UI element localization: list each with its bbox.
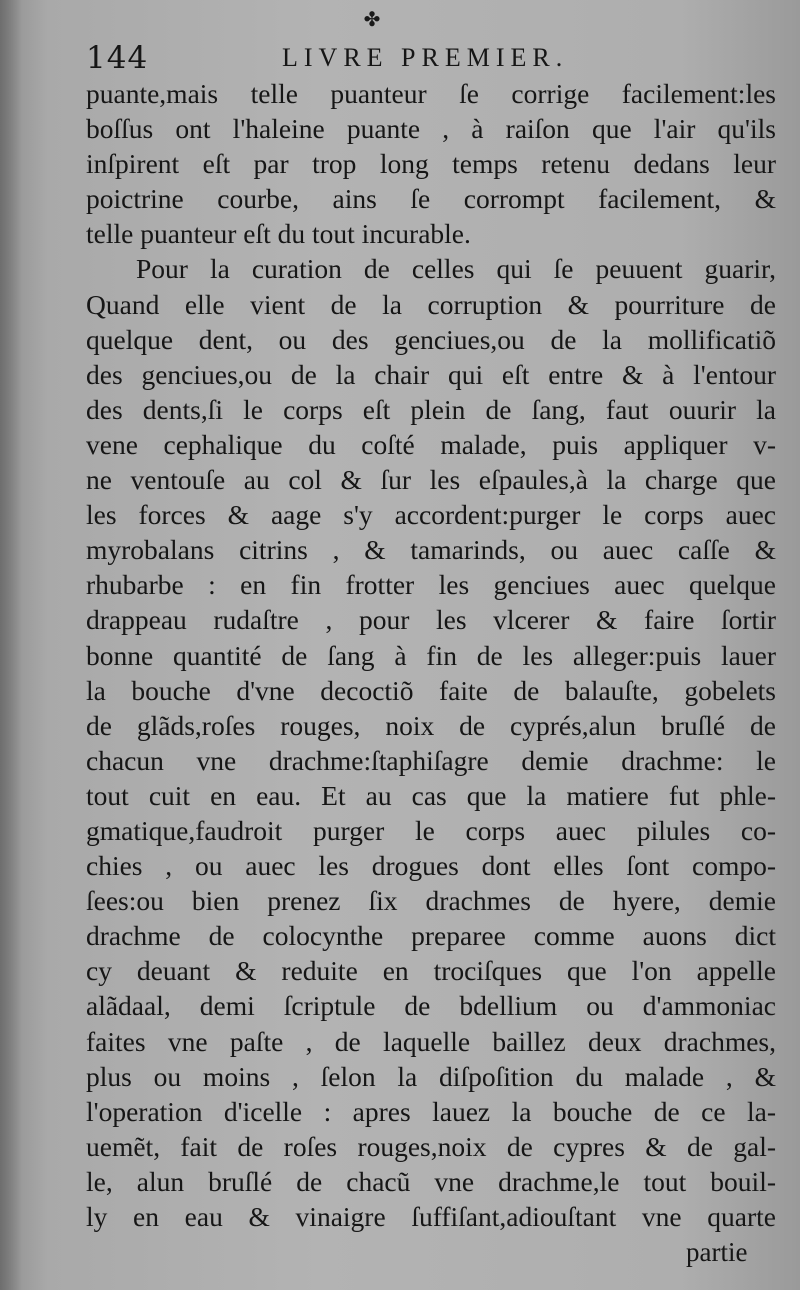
catchword: partie [686, 1237, 748, 1267]
text-line: drachme de colocynthe preparee comme auons dict [86, 920, 776, 952]
text-line: alãdaal, demi ſcriptule de bdellium ou d'ammoniac [86, 990, 776, 1022]
text-line: rhubarbe : en fin frotter les genciues auec quelque [86, 569, 776, 601]
text-line: quelque dent, ou des genciues,ou de la mollificatiõ [86, 323, 776, 355]
text-line: ne ventouſe au col & ſur les eſpaules,à la charge que [86, 464, 776, 496]
text-line: ly en eau & vinaigre ſuffiſant,adiouſtant vne quarte [86, 1201, 776, 1232]
text-line: ſees:ou bien prenez ſix drachmes de hyere, demie [86, 885, 776, 917]
text-line: bonne quantité de ſang à fin de les alleger:puis lauer [86, 639, 776, 671]
text-line: drappeau rudaſtre , pour les vlcerer & faire ſortir [86, 604, 776, 636]
text-line: tout cuit en eau. Et au cas que la matiere fut phle- [86, 779, 776, 811]
text-line: chies , ou auec les drogues dont elles ſont compo- [86, 850, 776, 882]
page-header [86, 36, 746, 80]
running-head: LIVRE PREMIER. [282, 43, 569, 72]
text-line: le, alun bruſlé de chacũ vne drachme,le tout bouil- [86, 1165, 776, 1197]
text-line: poictrine courbe, ains ſe corrompt facilement, & [86, 183, 776, 215]
text-line: vene cephalique du coſté malade, puis appliquer v- [86, 428, 776, 460]
paragraph-first-line: Pour la curation de celles qui ſe peuuent guarir, [136, 253, 776, 285]
text-line: l'operation d'icelle : apres lauez la bouche de ce la- [86, 1095, 776, 1127]
text-line: chacun vne drachme:ſtaphiſagre demie drachme: le [86, 744, 776, 776]
text-line: Quand elle vient de la corruption & pourriture de [86, 288, 776, 320]
text-line: puante,mais telle puanteur ſe corrige facilement:les [86, 78, 776, 109]
text-line: gmatique,faudroit purger le corps auec pilules co- [86, 814, 776, 846]
text-line: inſpirent eſt par trop long temps retenu dedans leur [86, 148, 776, 180]
text-line: uemẽt, fait de roſes rouges,noix de cypres & de gal- [86, 1130, 776, 1162]
text-line: plus ou moins , ſelon la diſpoſition du malade , & [86, 1060, 776, 1092]
fleuron-ornament: ✤ [363, 7, 381, 31]
text-line: les forces & aage s'y accordent:purger le corps auec [86, 499, 776, 531]
text-line: de glãds,roſes rouges, noix de cyprés,alun bruſlé de [86, 709, 776, 741]
body-text [86, 76, 776, 1234]
text-line: cy deuant & reduite en trociſques que l'on appelle [86, 955, 776, 987]
text-line: faites vne paſte , de laquelle baillez deux drachmes, [86, 1025, 776, 1057]
text-line: telle puanteur eſt du tout incurable. [86, 218, 471, 250]
text-line: la bouche d'vne decoctiõ faite de balauſte, gobelets [86, 674, 776, 706]
page-gutter-shadow [0, 0, 22, 1290]
page-number: 144 [86, 40, 149, 76]
text-line: des dents,ſi le corps eſt plein de ſang, faut ouurir la [86, 393, 776, 425]
text-line: myrobalans citrins , & tamarinds, ou auec caſſe & [86, 534, 776, 566]
text-line: boſſus ont l'haleine puante , à raiſon que l'air qu'ils [86, 113, 776, 145]
text-line: des genciues,ou de la chair qui eſt entre & à l'entour [86, 358, 776, 390]
